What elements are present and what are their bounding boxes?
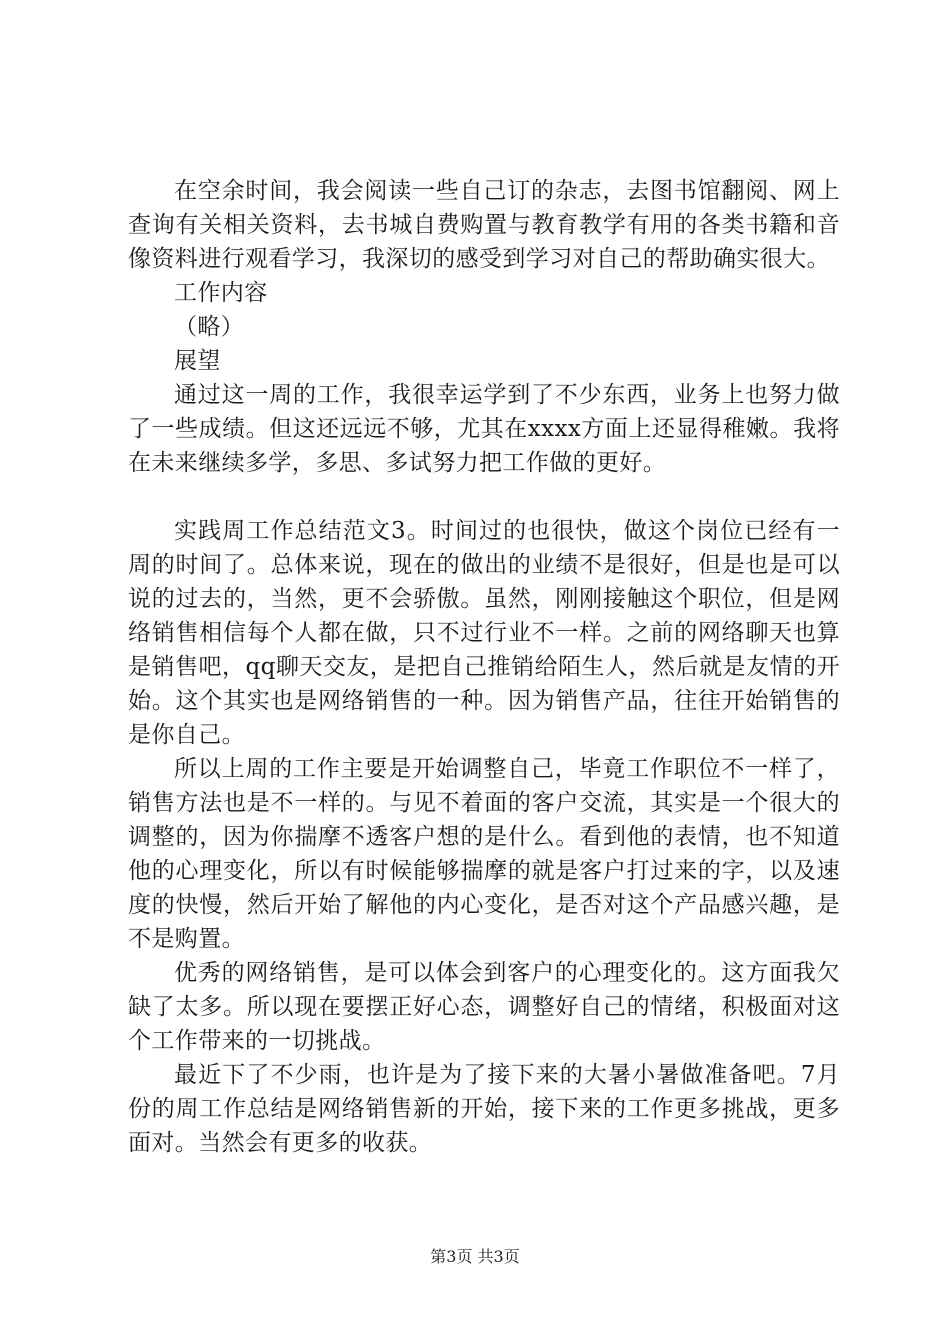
paragraph-adjustment: 所以上周的工作主要是开始调整自己，毕竟工作职位不一样了，销售方法也是不一样的。与见不着面的客户交流，其实是一个很大的调整的，因为你揣摩不透客户想的是什么。看到他的表情，也不知道他的心理变化，所以有时候能够揣摩的就是客户打过来的字，以及速度的快慢，然后开始了解他的内心变化，是否对这个产品感兴趣，是不是购置。 — [128, 756, 840, 952]
paragraph-sample-3-intro: 实践周工作总结范文3。时间过的也很快，做这个岗位已经有一周的时间了。总体来说，现在的做出的业绩不是很好，但是也是可以说的过去的，当然，更不会骄傲。虽然，刚刚接触这个职位，但是网络销售相信每个人都在做，只不过行业不一样。之前的网络聊天也算是销售吧，qq聊天交友，是把自己推销给陌生人，然后就是友情的开始。这个其实也是网络销售的一种。因为销售产品，往往开始销售的是你自己。 — [128, 518, 840, 748]
paragraph-excellent-sales: 优秀的网络销售，是可以体会到客户的心理变化的。这方面我欠缺了太多。所以现在要摆正好心态，调整好自己的情绪，积极面对这个工作带来的一切挑战。 — [128, 960, 840, 1054]
paragraph-omitted: （略） — [174, 314, 245, 340]
page-number-footer: 第3页 共3页 — [430, 1247, 520, 1266]
heading-outlook: 展望 — [174, 348, 221, 374]
paragraph-closing: 最近下了不少雨，也许是为了接下来的大暑小暑做准备吧。7月份的周工作总结是网络销售新的开始，接下来的工作更多挑战，更多面对。当然会有更多的收获。 — [128, 1062, 840, 1156]
document-body — [128, 174, 840, 1160]
heading-work-content: 工作内容 — [174, 280, 268, 306]
paragraph-study-reading: 在空余时间，我会阅读一些自己订的杂志，去图书馆翻阅、网上查询有关相关资料，去书城自费购置与教育教学有用的各类书籍和音像资料进行观看学习，我深切的感受到学习对自己的帮助确实很大。 — [128, 178, 840, 272]
paragraph-outlook: 通过这一周的工作，我很幸运学到了不少东西，业务上也努力做了一些成绩。但这还远远不够，尤其在xxxx方面上还显得稚嫩。我将在未来继续多学，多思、多试努力把工作做的更好。 — [128, 382, 840, 476]
